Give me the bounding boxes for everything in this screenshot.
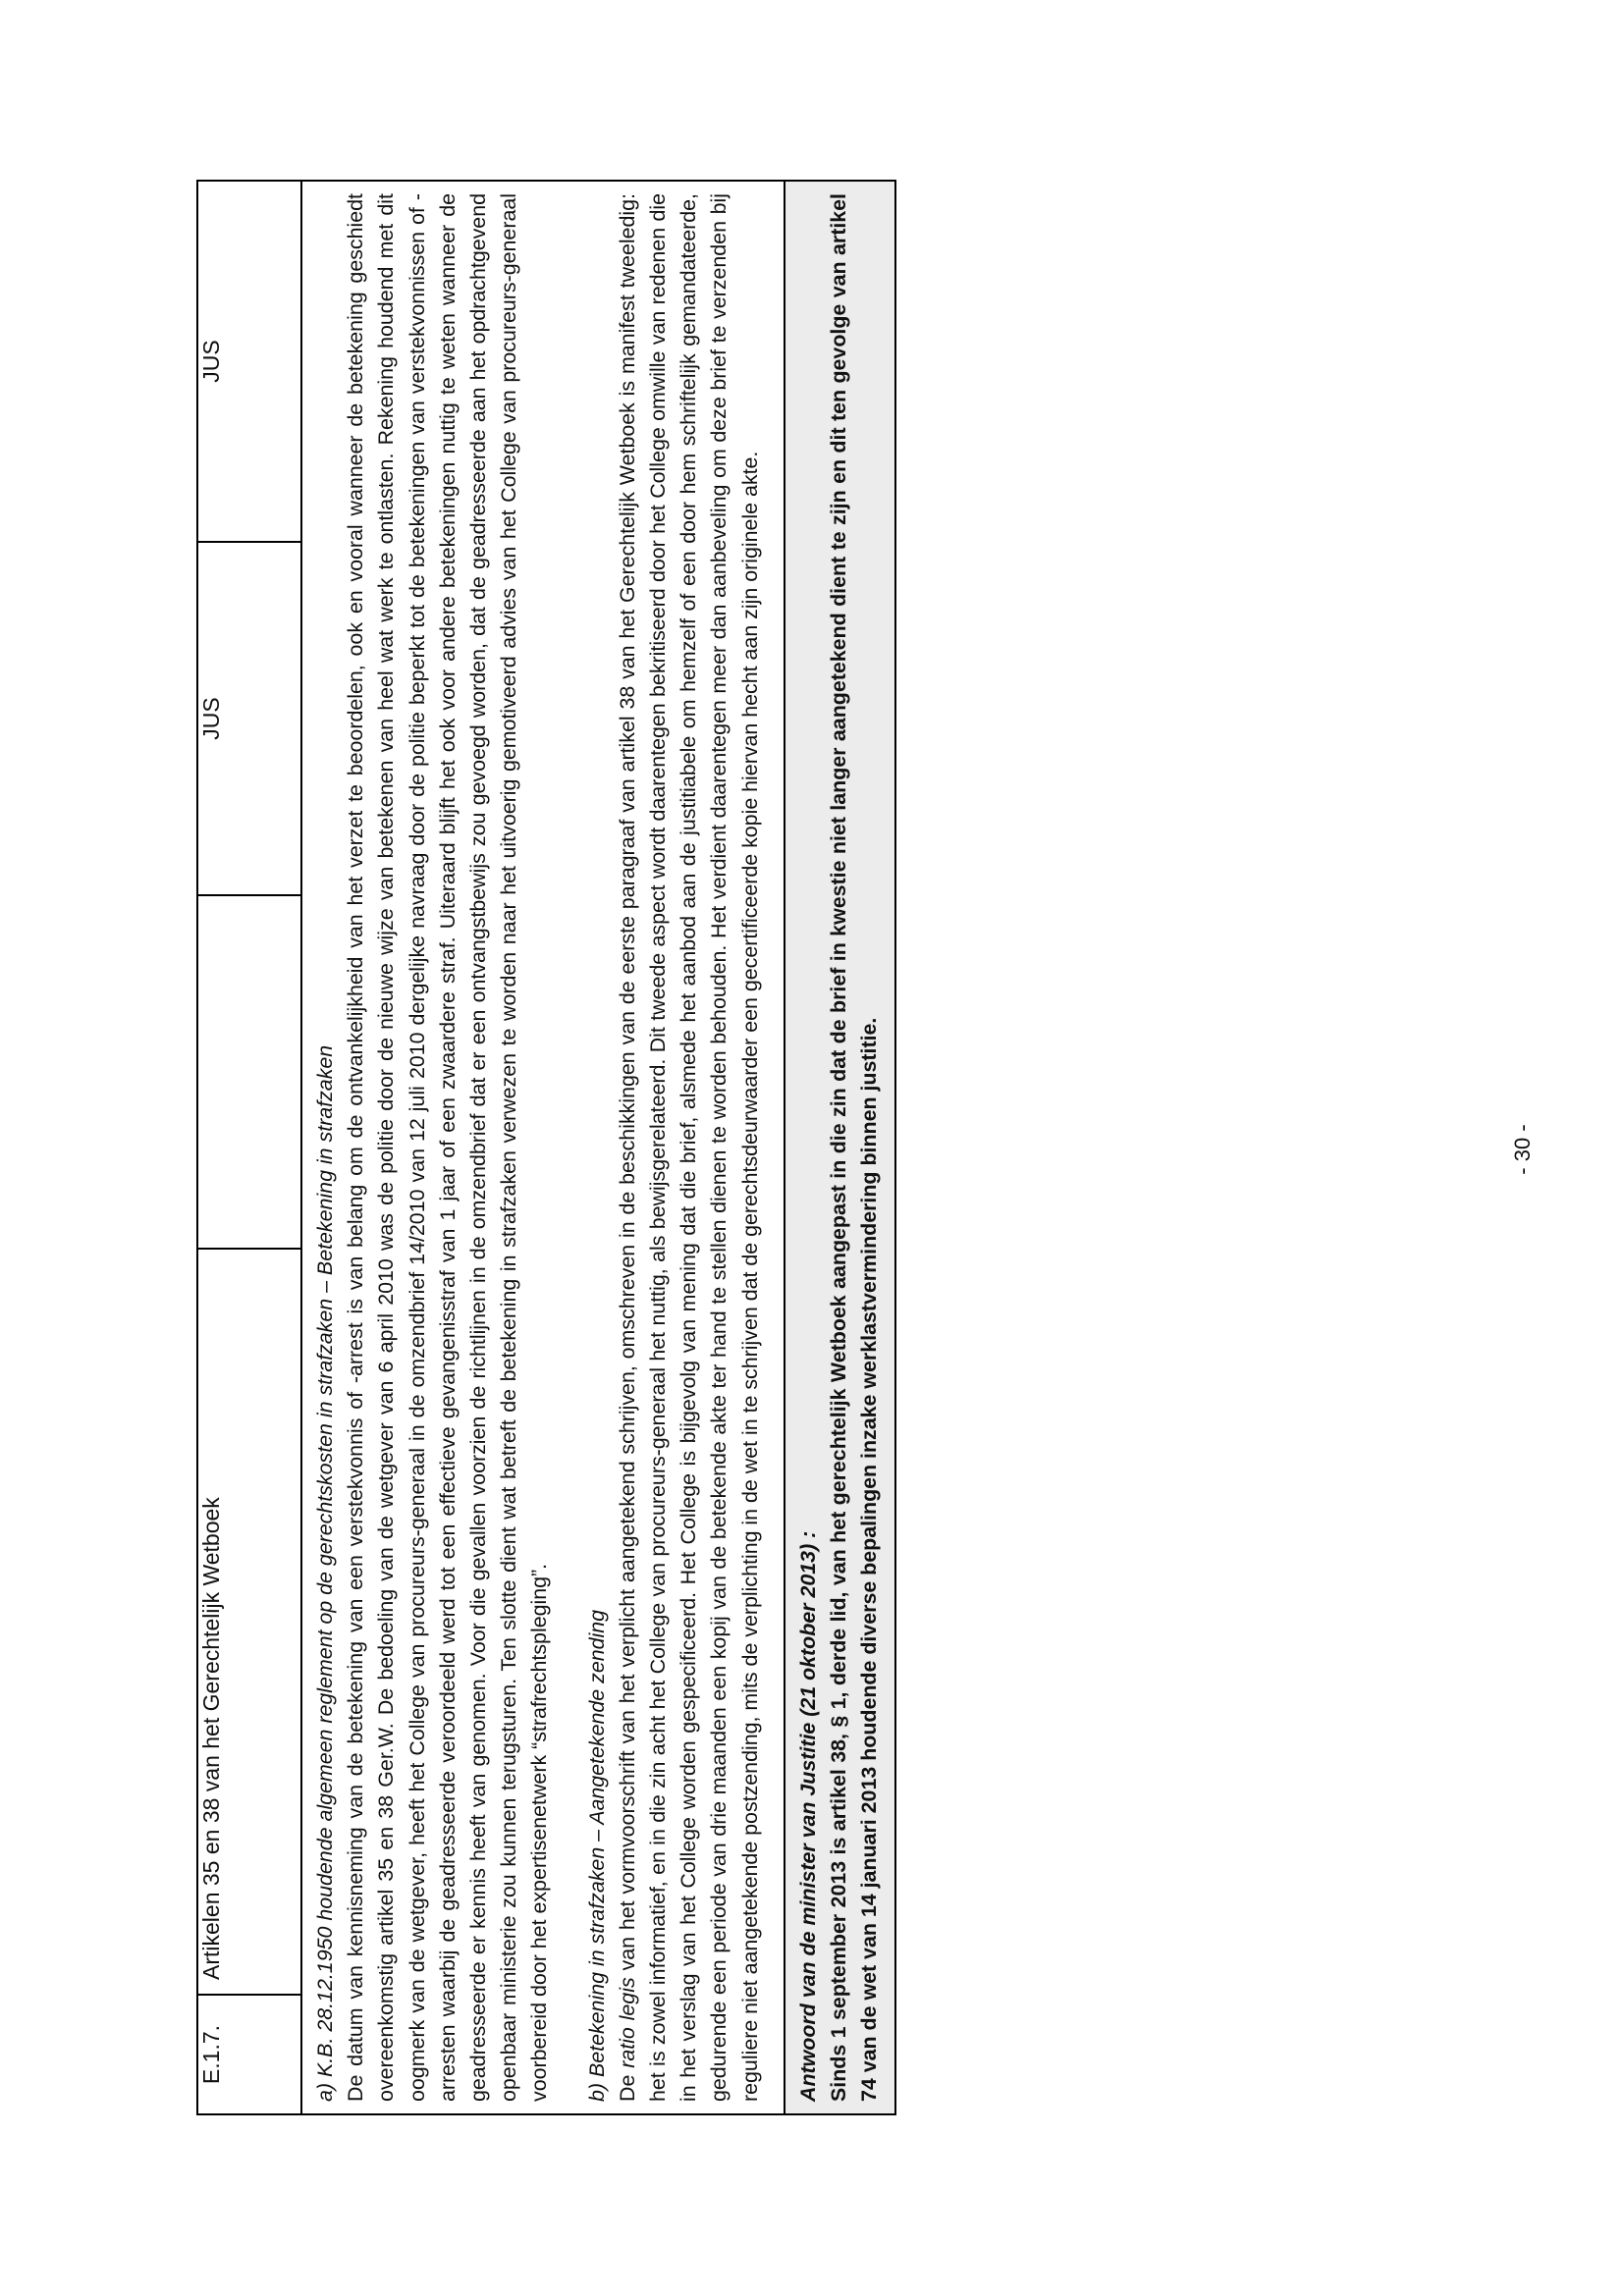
item-title: Artikelen 35 en 38 van het Gerechtelijk Wetboek bbox=[197, 1249, 301, 1995]
section-b-heading: b) Betekening in strafzaken – Aangetekende zending bbox=[584, 1609, 609, 2102]
department-cell-1: JUS bbox=[197, 542, 301, 895]
section-b-text-italic: ratio legis bbox=[615, 1977, 639, 2068]
answer-cell bbox=[785, 181, 895, 2114]
section-b-text bbox=[613, 193, 766, 2102]
rotated-document-table bbox=[196, 182, 1178, 2115]
body-row bbox=[301, 181, 785, 2114]
department-cell-2: JUS bbox=[197, 181, 301, 542]
recommendation-table bbox=[196, 180, 896, 2115]
answer-row bbox=[785, 181, 895, 2114]
answer-text: Sinds 1 september 2013 is artikel 38, § 1, derde lid, van het gerechtelijk Wetboek aangepast in die zin dat de brief in kwestie niet langer aangetekend dient te zijn en dit ten gevolge van artikel 74 van de wet van 14 januari 2013 houdende diverse bepalingen inzake werklastvermindering binnen justitie. bbox=[826, 193, 881, 2102]
empty-header-cell bbox=[197, 895, 301, 1249]
section-a-text: De datum van kennisneming van de betekening van een verstekvonnis of -arrest is van belang om de ontvankelijkheid van het verzet te beoordelen, ook en vooral wanneer de betekening geschiedt overeenkomstig artikel 35 en 38 Ger.W. De bedoeling van de wetgever van 6 april 2010 was de politie door de nieuwe wijze van betekenen van heel wat werk te ontlasten. Rekening houdend met dit oogmerk van de wetgever, heeft het College van procureurs-generaal in de omzendbrief 14/2010 van 12 juli 2010 dergelijke navraag door de politie beperkt tot de betekeningen van verstekvonnissen of -arresten waarbij de geadresseerde veroordeeld werd tot een effectieve gevangenisstraf van 1 jaar of een zwaardere straf. Uiteraard blijft het ook voor andere betekeningen nuttig te weten wanneer de geadresseerde er kennis heeft van genomen. Voor die gevallen voorzien de richtlijnen in de omzendbrief dat er een ontvangstbewijs zou gevoegd worden, dat de geadresseerde aan het opdrachtgevend openbaar ministerie zou kunnen terugsturen. Ten slotte dient wat betreft de betekening in strafzaken verwezen te worden naar het uitvoerig gemotiveerd advies van het College van procureurs-generaal voorbereid door het expertisenetwerk “strafrechtspleging”. bbox=[344, 193, 552, 2102]
answer-heading: Antwoord van de minister van Justitie (21 oktober 2013) : bbox=[795, 1530, 820, 2102]
section-a-heading: a) K.B. 28.12.1950 houdende algemeen reglement op de gerechtskosten in strafzaken – Betekening in strafzaken bbox=[313, 1044, 337, 2102]
section-b-text-post: van het vormvoorschrift van het verplicht aangetekend schrijven, omschreven in de beschikkingen van de eerste paragraaf van artikel 38 van het Gerechtelijk Wetboek is manifest tweeledig: het is zowel informatief, en in die zin acht het College van procureurs-generaal het nuttig, als bewijsgerelateerd. Dit tweede aspect wordt daarentegen bekritiseerd door het College omwille van redenen die in het verslag van het College worden gespecificeerd. Het College is bijgevolg van mening dat die brief, alsmede het aanbod aan de justitiabele om hemzelf of een door hem schriftelijk gemandateerde, gedurende een periode van drie maanden een kopij van de betekende akte ter hand te stellen dienen te worden behouden. Het verdient daarentegen meer dan aanbeveling om deze brief te verzenden bij reguliere niet aangetekende postzending, mits de verplichting in de wet in te schrijven dat de gerechtsdeurwaarder een gecertificeerde kopie hiervan hecht aan zijn originele akte. bbox=[615, 193, 762, 2102]
section-b-text-pre: De bbox=[615, 2067, 639, 2102]
item-id: E.1.7. bbox=[197, 1995, 301, 2114]
body-cell bbox=[301, 181, 785, 2114]
header-row bbox=[197, 181, 301, 2114]
page-number bbox=[1510, 1120, 1540, 1179]
page-number-text: - 30 - bbox=[1510, 1124, 1535, 1175]
